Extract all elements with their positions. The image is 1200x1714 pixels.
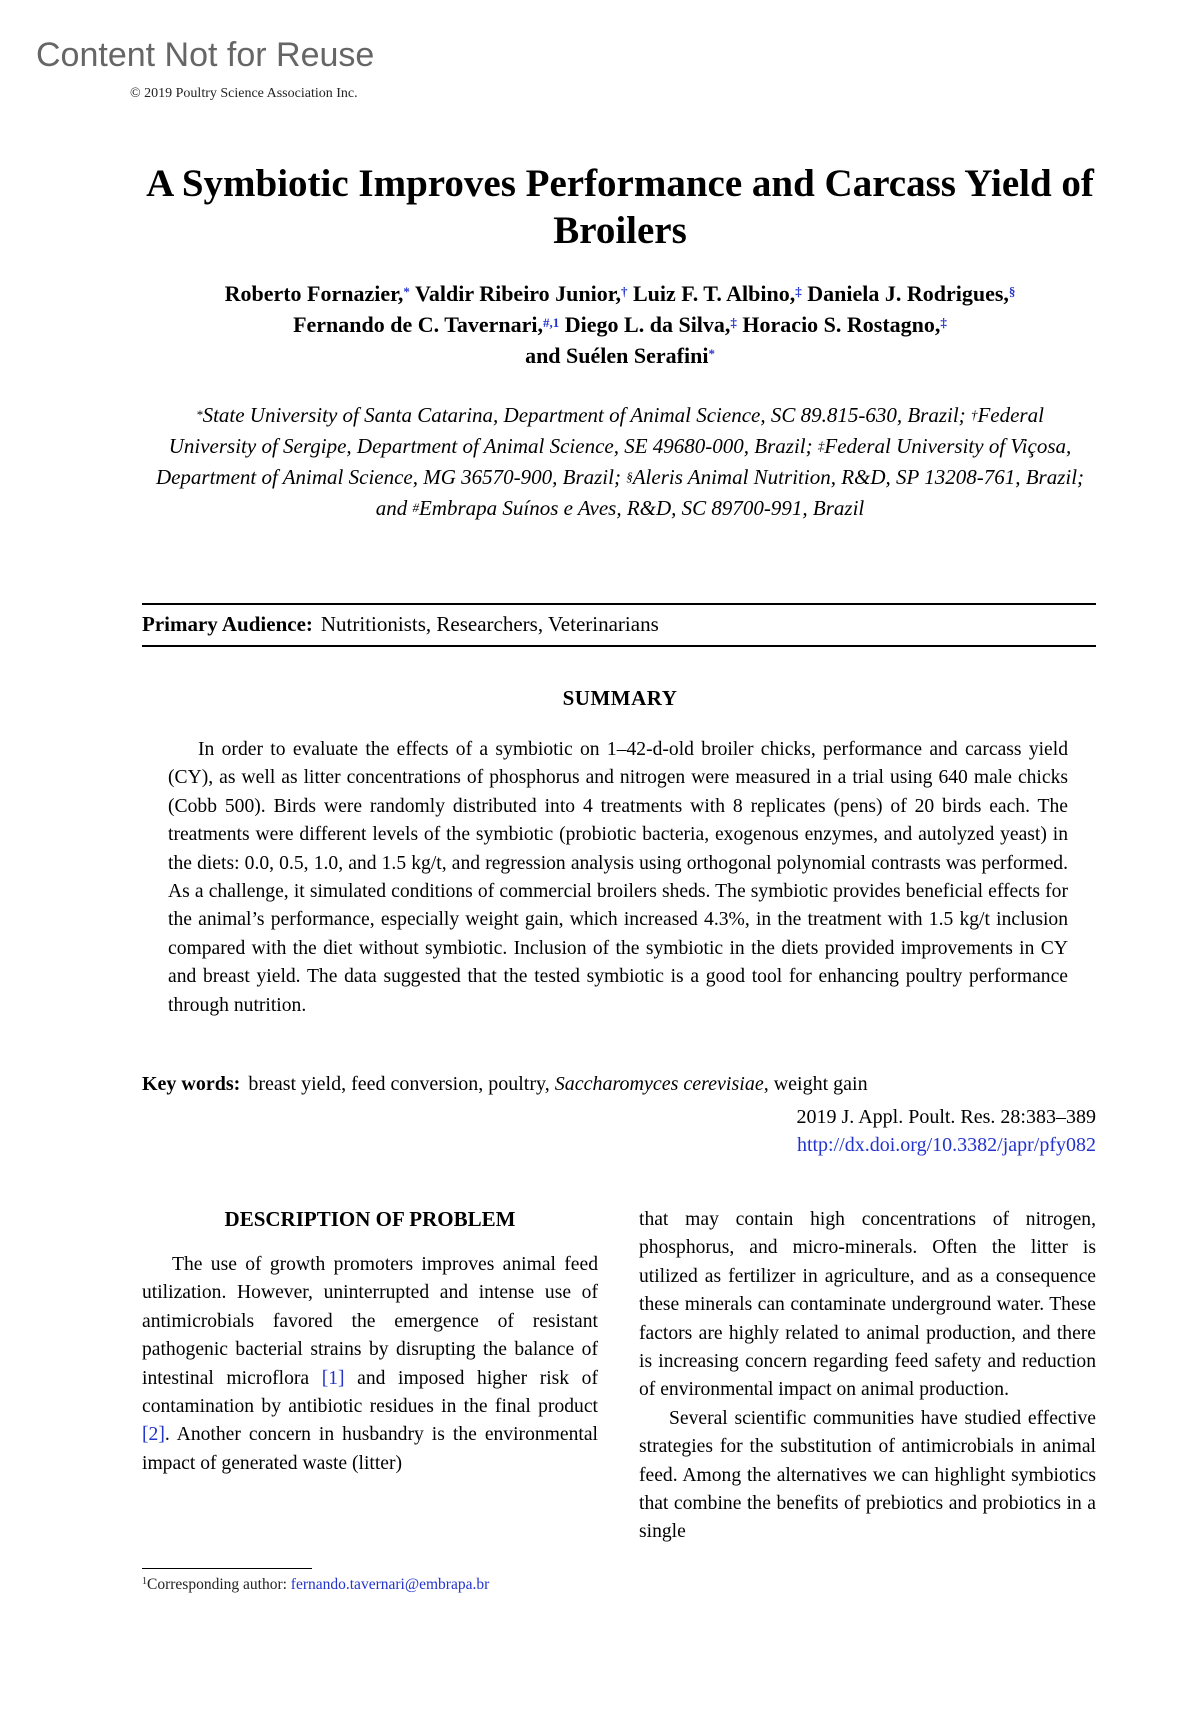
affiliation-mark: ‡ xyxy=(817,438,825,453)
author-name: Luiz F. T. Albino, xyxy=(627,281,796,306)
affiliation-mark[interactable]: ‡ xyxy=(795,284,802,299)
watermark: Content Not for Reuse xyxy=(36,36,375,74)
corresponding-email-link[interactable]: fernando.tavernari@embrapa.br xyxy=(290,1576,490,1593)
affiliation-text: Federal University of Viçosa, Department of Animal Science, MG 36570-900, Brazil; xyxy=(155,434,1072,489)
footnote-label: Corresponding author: xyxy=(147,1576,291,1593)
reference-link-2[interactable]: [2] xyxy=(142,1424,165,1446)
affiliation-mark: § xyxy=(626,469,633,484)
footnote-rule xyxy=(142,1568,312,1569)
affiliation-text: Embrapa Suínos e Aves, R&D, SC 89700-991, Brazil xyxy=(418,496,865,520)
primary-audience xyxy=(142,612,659,637)
citation xyxy=(797,1103,1096,1159)
author-name: Daniela J. Rodrigues, xyxy=(801,281,1009,306)
author-name: Roberto Fornazier, xyxy=(224,281,404,306)
section-heading-description: DESCRIPTION OF PROBLEM xyxy=(224,1207,516,1231)
affiliation-mark[interactable]: ‡ xyxy=(940,315,947,330)
affiliation-mark: * xyxy=(196,407,203,422)
journal-citation: 2019 J. Appl. Poult. Res. 28:383–389 xyxy=(796,1106,1096,1128)
author-name: Valdir Ribeiro Junior, xyxy=(409,281,621,306)
summary-text: In order to evaluate the effects of a symbiotic on 1–42-d-old broiler chicks, performance and carcass yield (CY), as well as litter concentrations of phosphorus and nitrogen were measured in a trial using 640 male chicks (Cobb 500). Birds were randomly distributed into 4 treatments with 8 replicates (pens) of 20 birds each. The treatments were different levels of the symbiotic (probiotic bacteria, exogenous enzymes, and autolyzed yeast) in the diets: 0.0, 0.5, 1.0, and 1.5 kg/t, and regression analysis using orthogonal polynomial contrasts was performed. As a challenge, it simulated conditions of commercial broilers sheds. The symbiotic provides beneficial effects for the animal’s performance, especially weight gain, which increased 4.3%, in the treatment with 1.5 kg/t inclusion compared with the diet without symbiotic. Inclusion of the symbiotic in the diets provided improvements in CY and breast yield. The data suggested that the tested symbiotic is a good tool for enhancing poultry performance through nutrition. xyxy=(168,739,1068,1016)
author-line-3 xyxy=(130,340,1110,371)
affiliation-mark[interactable]: § xyxy=(1008,284,1016,299)
affiliation-mark: # xyxy=(412,500,419,515)
affiliations xyxy=(150,400,1090,524)
description-text: . Another concern in husbandry is the environmental impact of generated waste (litter) xyxy=(142,1424,598,1474)
description-paragraph-1 xyxy=(142,1251,598,1478)
audience-value: Nutritionists, Researchers, Veterinarians xyxy=(320,612,659,636)
keywords-label: Key words: xyxy=(142,1073,241,1095)
author-name: Diego L. da Silva, xyxy=(559,312,731,337)
description-text: and imposed higher risk of contamination by antibiotic residues in the final product xyxy=(142,1367,598,1418)
affiliation-text: Federal University of Sergipe, Department of Animal Science, SE 49680-000, Brazil; xyxy=(168,403,1044,458)
affiliation-mark[interactable]: #,1 xyxy=(543,315,560,330)
description-paragraph-2: Several scientific communities have studied effective strategies for the substitution of antimicrobials in animal feed. Among the alternatives we can highlight symbiotics that combine the benefits of prebiotics and probiotics in a single xyxy=(639,1407,1096,1543)
affiliation-text: Aleris Animal Nutrition, R&D, SP 13208-761, Brazil; and xyxy=(375,465,1085,520)
author-name: and Suélen Serafini xyxy=(525,343,709,368)
audience-rule-bottom xyxy=(142,645,1096,647)
footnote xyxy=(142,1576,489,1594)
column-right xyxy=(639,1206,1096,1547)
description-text: The use of growth promoters improves animal feed utilization. However, uninterrupted and intense use of antimicrobials favored the emergence of resistant pathogenic bacterial strains by disrupting the balance of intestinal microflora xyxy=(142,1254,598,1389)
keywords-italic-term: Saccharomyces cerevisiae xyxy=(554,1073,764,1095)
author-name: Horacio S. Rostagno, xyxy=(736,312,941,337)
paper-title: A Symbiotic Improves Performance and Carcass Yield of Broilers xyxy=(146,162,1094,252)
description-paragraph-1-continued: that may contain high concentrations of nitrogen, phosphorus, and micro-minerals. Often the litter is utilized as fertilizer in agriculture, and as a consequence these minerals can contaminate underground water. These factors are highly related to animal production, and there is increasing concern regarding feed safety and reduction of environmental impact on animal production. xyxy=(639,1209,1096,1401)
affiliation-mark[interactable]: ‡ xyxy=(730,315,737,330)
affiliation-text: State University of Santa Catarina, Department of Animal Science, SC 89.815-630, Brazil; xyxy=(202,403,971,427)
keywords-text-end: , weight gain xyxy=(763,1073,868,1095)
affiliation-mark[interactable]: * xyxy=(403,284,410,299)
summary-heading: SUMMARY xyxy=(562,686,678,710)
keywords-text: breast yield, feed conversion, poultry, xyxy=(248,1073,555,1095)
footnote-mark: 1 xyxy=(142,1576,147,1587)
column-left xyxy=(142,1205,598,1478)
copyright-notice: © 2019 Poultry Science Association Inc. xyxy=(130,86,358,101)
affiliation-mark: † xyxy=(970,407,978,422)
affiliation-mark[interactable]: * xyxy=(708,346,715,361)
audience-label: Primary Audience: xyxy=(142,612,313,636)
reference-link-1[interactable]: [1] xyxy=(321,1367,345,1389)
audience-rule-top xyxy=(142,603,1096,605)
author-line-2 xyxy=(130,309,1110,340)
author-line-1 xyxy=(130,278,1110,309)
keywords xyxy=(142,1073,868,1096)
doi-link[interactable]: http://dx.doi.org/10.3382/japr/pfy082 xyxy=(796,1134,1096,1156)
author-list xyxy=(130,278,1110,371)
affiliation-mark[interactable]: † xyxy=(621,284,628,299)
author-name: Fernando de C. Tavernari, xyxy=(293,312,544,337)
